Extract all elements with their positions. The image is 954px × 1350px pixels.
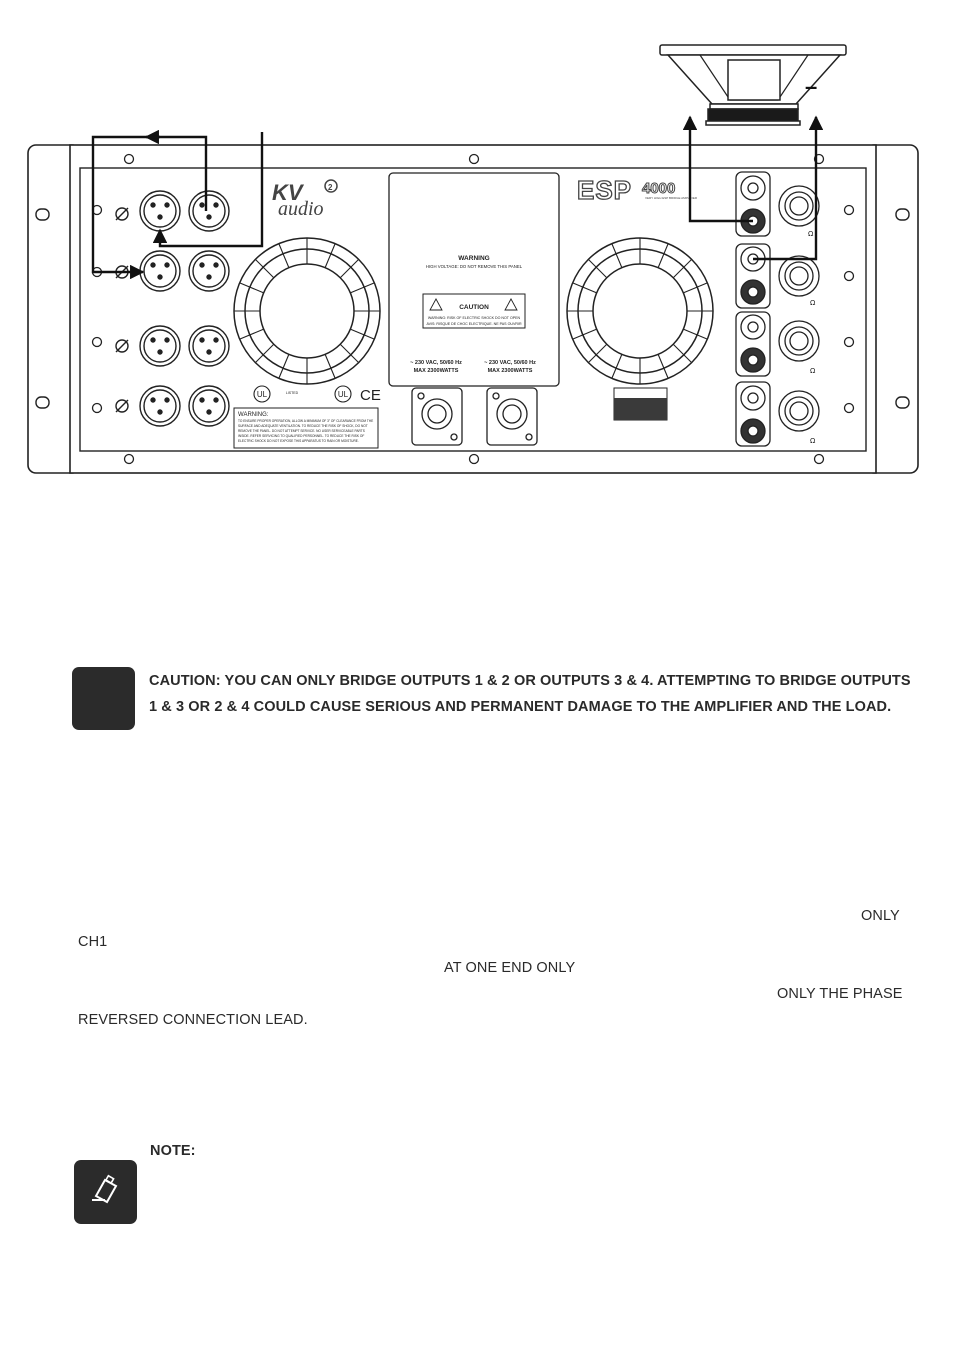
- caution-line-2: 1 & 3 OR 2 & 4 COULD CAUSE SERIOUS AND PERMANENT DAMAGE TO THE AMPLIFIER AND THE LOAD.: [149, 699, 892, 715]
- body-text-at-one-end-only: AT ONE END ONLY: [444, 960, 576, 976]
- note-icon-box: [74, 1160, 137, 1224]
- caution-line-1: [149, 673, 911, 689]
- body-text-only-the-phase: ONLY THE PHASE: [777, 986, 903, 1002]
- svg-text:INSIDE. REFER SERVICING TO QUA: INSIDE. REFER SERVICING TO QUALIFIED PERSONNEL. TO REDUCE THE RISK OF: [238, 434, 365, 438]
- power-rating-right-line2: MAX 2300WATTS: [487, 368, 533, 374]
- svg-text:TO ENSURE PROPER OPERATION, AL: TO ENSURE PROPER OPERATION, ALLOW A MINIMUM OF 3" OF CLEARANCE FROM THE: [238, 419, 374, 423]
- svg-text:2: 2: [328, 183, 333, 192]
- ohm-label-4: Ω: [810, 437, 816, 445]
- ohm-label-3: Ω: [810, 367, 816, 375]
- body-text-only: ONLY: [861, 908, 900, 924]
- svg-text:SURFACE AND ADEQUATE VENTILATI: SURFACE AND ADEQUATE VENTILATION. TO REDUCE THE RISK OF SHOCK, DO NOT: [238, 424, 368, 428]
- caution-label: CAUTION:: [149, 673, 221, 689]
- note-label: NOTE:: [150, 1143, 196, 1159]
- svg-text:KV: KV: [272, 180, 303, 205]
- panel-caution-label: CAUTION: [459, 304, 489, 311]
- speaker-minus-sign: –: [805, 74, 818, 99]
- svg-text:UL: UL: [337, 390, 349, 399]
- body-text-reversed-lead: REVERSED CONNECTION LEAD.: [78, 1012, 308, 1028]
- body-text-ch1: CH1: [78, 934, 108, 950]
- svg-text:4000: 4000: [642, 180, 676, 197]
- power-rating-left-line2: MAX 2300WATTS: [413, 368, 459, 374]
- panel-warning-text: HIGH VOLTAGE: DO NOT REMOVE THIS PANEL: [425, 264, 523, 269]
- panel-caution-line2: AVIS: RISQUE DE CHOC ELECTRIQUE. NE PAS OUVRIR: [426, 322, 522, 326]
- power-rating-right-line1: ~ 230 VAC, 50/60 Hz: [484, 360, 536, 366]
- ce-mark: CE: [360, 387, 381, 404]
- caution-line-1-text: YOU CAN ONLY BRIDGE OUTPUTS 1 & 2 OR OUTPUTS 3 & 4. ATTEMPTING TO BRIDGE OUTPUTS: [220, 673, 911, 689]
- panel-warning-title: WARNING: [458, 255, 490, 262]
- amplifier-rear-panel-diagram: [0, 0, 954, 520]
- panel-caution-line1: WARNING: RISK OF ELECTRIC SHOCK DO NOT OPEN: [427, 316, 521, 320]
- svg-text:audio: audio: [278, 198, 324, 220]
- rear-warning-label: [234, 408, 378, 448]
- ohm-label-2: Ω: [810, 299, 816, 307]
- power-rating-left-line1: ~ 230 VAC, 50/60 Hz: [410, 360, 462, 366]
- caution-icon-box: [72, 667, 135, 730]
- ohm-label-1: Ω: [808, 230, 814, 238]
- center-warning-panel: [389, 173, 559, 386]
- svg-text:ELECTRIC SHOCK DO NOT EXPOSE T: ELECTRIC SHOCK DO NOT EXPOSE THIS APPARATUS TO RAIN OR MOISTURE.: [238, 439, 359, 443]
- svg-text:VERY HIGH ESP BRIDGE AMPLIFIER: VERY HIGH ESP BRIDGE AMPLIFIER: [645, 196, 698, 200]
- loudspeaker-icon: [660, 45, 846, 125]
- svg-text:LISTED: LISTED: [285, 391, 299, 395]
- svg-text:REMOVE THE PANEL. DO NOT ATTEM: REMOVE THE PANEL. DO NOT ATTEMPT SERVICE. NO USER SERVICEABLE PARTS: [238, 429, 365, 433]
- svg-text:UL: UL: [256, 390, 268, 399]
- svg-text:ESP: ESP: [577, 175, 633, 205]
- svg-text:WARNING:: WARNING:: [238, 412, 269, 418]
- clipboard-note-icon: [74, 1160, 137, 1224]
